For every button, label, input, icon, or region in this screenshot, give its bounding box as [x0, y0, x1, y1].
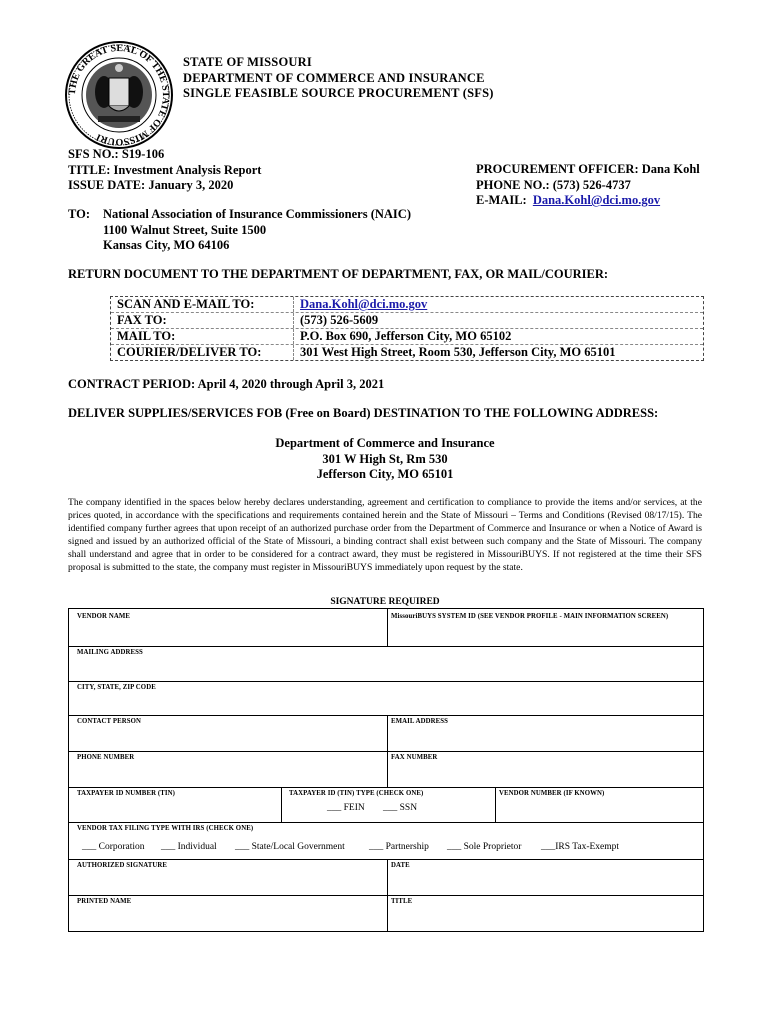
partnership-checkbox[interactable]: ___ Partnership: [369, 842, 429, 852]
seal-text: THE GREAT SEAL OF THE STATE OF MISSOURI: [66, 42, 172, 148]
sfs-title: TITLE: Investment Analysis Report: [68, 162, 262, 177]
to-line-2: 1100 Walnut Street, Suite 1500: [103, 222, 267, 237]
to-label: TO:: [68, 207, 90, 221]
header-line-department: DEPARTMENT OF COMMERCE AND INSURANCE: [183, 70, 485, 85]
city-state-zip-label: CITY, STATE, ZIP CODE: [77, 684, 156, 691]
title-label: TITLE: [391, 898, 413, 905]
state-local-government-checkbox[interactable]: ___ State/Local Government: [235, 842, 345, 852]
destination-line-1: Department of Commerce and Insurance: [275, 436, 495, 450]
missouribuys-id-label: MissouriBUYS SYSTEM ID (SEE VENDOR PROFILE - MAIN INFORMATION SCREEN): [391, 613, 669, 620]
ssn-checkbox[interactable]: ___ SSN: [383, 803, 418, 813]
officer-email-label: E-MAIL:: [476, 193, 527, 207]
return-label: COURIER/DELIVER TO:: [111, 345, 294, 360]
tin-label: TAXPAYER ID NUMBER (TIN): [77, 790, 176, 797]
individual-checkbox[interactable]: ___ Individual: [161, 842, 217, 852]
document-header: [183, 55, 494, 102]
certification-paragraph: The company identified in the spaces below hereby declares understanding, agreement and certification to compliance to provide the items and/or services, at the prices quoted, in accordance with the specifications and requirements contained herein and the State of Missouri – Terms and Conditions (Revised 08/17/15). The identified company further agrees that upon receipt of an authorized purchase order from the Department of Commerce and Insurance or when a Notice of Award is signed and issued by an authorized official of the State of Missouri, a binding contract shall exist between such company and the State of Missouri. The company shall understand and agree that in order to be considered for a contract award, they must be registered in MissouriBUYS. If not registered at the time their SFS proposal is submitted to the state, the company must register in MissouriBUYS immediately upon request by the state.: [68, 497, 702, 573]
sfs-issue-date: ISSUE DATE: January 3, 2020: [68, 178, 234, 192]
phone-number-label: PHONE NUMBER: [77, 754, 135, 761]
deliver-heading: DELIVER SUPPLIES/SERVICES FOB (Free on Board) DESTINATION TO THE FOLLOWING ADDRESS:: [68, 406, 659, 420]
destination-line-2: 301 W High St, Rm 530: [322, 451, 448, 466]
officer-name: PROCUREMENT OFFICER: Dana Kohl: [476, 162, 700, 176]
vendor-name-label: VENDOR NAME: [77, 613, 131, 620]
contract-period: CONTRACT PERIOD: April 4, 2020 through April 3, 2021: [68, 377, 385, 391]
return-value: P.O. Box 690, Jefferson City, MO 65102: [300, 329, 512, 343]
irs-tax-exempt-checkbox[interactable]: ___IRS Tax-Exempt: [541, 842, 620, 852]
destination-address: [0, 436, 770, 483]
return-label: FAX TO:: [111, 313, 294, 328]
officer-phone: PHONE NO.: (573) 526-4737: [476, 177, 631, 192]
officer-email-link[interactable]: Dana.Kohl@dci.mo.gov: [532, 193, 661, 207]
filing-type-label: VENDOR TAX FILING TYPE WITH IRS (CHECK ONE): [77, 825, 254, 832]
sfs-info: [68, 147, 261, 194]
return-email-link[interactable]: Dana.Kohl@dci.mo.gov: [300, 297, 428, 311]
return-value: (573) 526-5609: [300, 313, 379, 327]
missouri-state-seal: [64, 40, 174, 150]
vendor-number-label: VENDOR NUMBER (IF KNOWN): [499, 790, 605, 797]
sole-proprietor-checkbox[interactable]: ___ Sole Proprietor: [447, 842, 522, 852]
return-row-mail: [111, 329, 703, 345]
return-value: 301 West High Street, Room 530, Jefferson City, MO 65101: [300, 345, 616, 359]
officer-email-row: [476, 193, 700, 209]
fax-number-label: FAX NUMBER: [391, 754, 438, 761]
header-line-state: STATE OF MISSOURI: [183, 55, 312, 69]
signature-heading: SIGNATURE REQUIRED: [330, 597, 440, 607]
to-line-1: National Association of Insurance Commissioners (NAIC): [103, 207, 411, 221]
return-table: [110, 296, 704, 361]
fein-checkbox[interactable]: ___ FEIN: [327, 803, 365, 813]
return-row-email: [111, 297, 703, 313]
return-label: SCAN AND E-MAIL TO:: [111, 297, 294, 312]
date-label: DATE: [391, 862, 410, 869]
return-label: MAIL TO:: [111, 329, 294, 344]
mailing-address-label: MAILING ADDRESS: [77, 649, 143, 656]
return-row-courier: [111, 345, 703, 360]
return-row-fax: [111, 313, 703, 329]
destination-line-3: Jefferson City, MO 65101: [316, 467, 454, 481]
header-line-procurement: SINGLE FEASIBLE SOURCE PROCUREMENT (SFS): [183, 86, 494, 100]
tin-type-label: TAXPAYER ID (TIN) TYPE (CHECK ONE): [289, 790, 424, 797]
vendor-signature-form: [68, 608, 704, 932]
email-address-label: EMAIL ADDRESS: [391, 718, 449, 725]
authorized-signature-label: AUTHORIZED SIGNATURE: [77, 862, 168, 869]
return-heading: RETURN DOCUMENT TO THE DEPARTMENT OF DEPARTMENT, FAX, OR MAIL/COURIER:: [68, 267, 609, 281]
to-address: [103, 207, 411, 254]
to-line-3: Kansas City, MO 64106: [103, 238, 230, 252]
sfs-number: SFS NO.: S19-106: [68, 147, 165, 161]
contact-person-label: CONTACT PERSON: [77, 718, 142, 725]
officer-info: [476, 162, 700, 209]
printed-name-label: PRINTED NAME: [77, 898, 132, 905]
corporation-checkbox[interactable]: ___ Corporation: [82, 842, 145, 852]
